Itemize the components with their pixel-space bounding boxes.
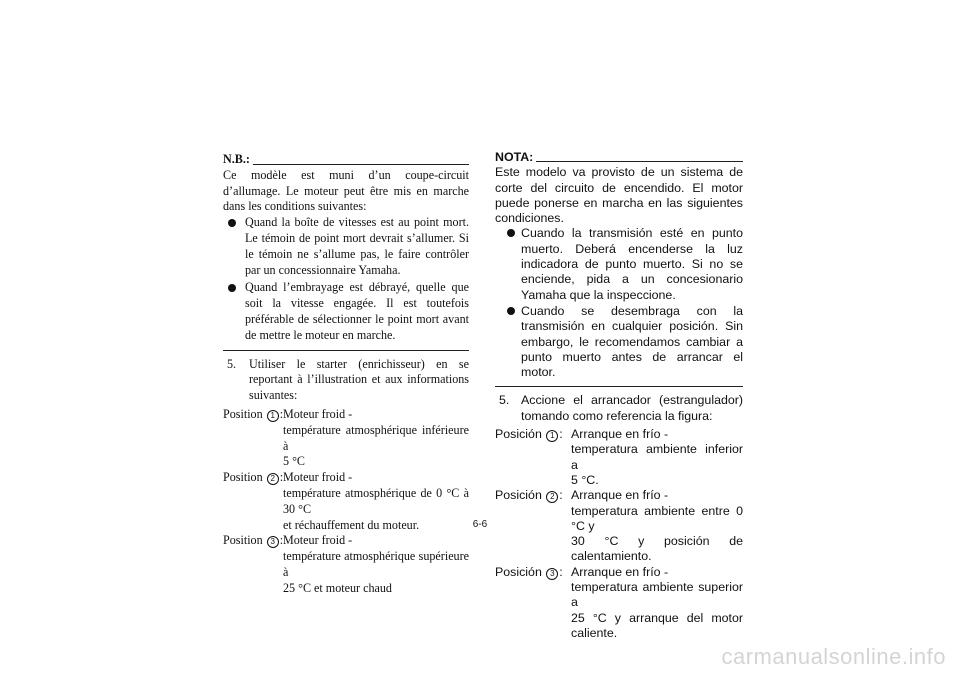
position-word: Position	[223, 470, 263, 485]
position-line: Moteur froid -	[283, 406, 353, 421]
position-line: Arranque en frío -	[571, 564, 669, 579]
position-3	[495, 565, 743, 641]
list-item	[223, 215, 469, 278]
circled-number-icon: 1	[267, 410, 279, 422]
position-description	[283, 533, 469, 596]
list-item-text: Quand la boîte de vitesses est au point mort. Le témoin de point mort devrait s’allumer. Si le témoin ne s’allume pas, le faire contrôler par un concessionnaire Yamaha.	[245, 215, 469, 277]
spanish-column	[495, 150, 743, 641]
position-word: Posición	[495, 488, 542, 503]
step-5	[495, 393, 743, 424]
position-label: Posición 1 :	[495, 427, 563, 442]
circled-number-icon: 3	[267, 536, 279, 548]
note-intro: Ce modèle est muni d’un coupe-circuit d’allumage. Le moteur peut être mis en marche dans les conditions suivantes:	[223, 167, 469, 214]
note-intro: Este modelo va provisto de un sistema de corte del circuito de encendido. El motor puede ponerse en marcha en las siguientes condiciones.	[495, 165, 743, 226]
position-1	[495, 427, 743, 488]
position-line: Arranque en frío -	[571, 488, 669, 503]
position-1	[223, 407, 469, 470]
position-label: Posición 2 :	[495, 488, 563, 503]
position-label: Position 3 :	[223, 533, 284, 548]
position-line: 25 °C y arranque del motor caliente.	[571, 610, 743, 640]
step-number: 5.	[227, 356, 237, 371]
position-description	[571, 427, 743, 488]
list-item-text: Cuando se desembraga con la transmisión en cualquier posición. Sin embargo, le recomendamos cambiar a punto muerto antes de arrancar el motor.	[521, 303, 743, 380]
list-item-text: Cuando la transmisión esté en punto muerto. Deberá encenderse la luz indicadora de punto muerto. Si no se enciende, pida a un concesionario Yamaha que la inspeccione.	[521, 226, 743, 302]
position-3	[223, 533, 469, 596]
position-word: Position	[223, 533, 263, 548]
position-line: 5 °C.	[571, 472, 599, 487]
position-line: Moteur froid -	[283, 470, 353, 485]
circled-number-icon: 2	[546, 491, 558, 503]
position-line: Moteur froid -	[283, 533, 353, 548]
position-label: Position 2 :	[223, 470, 284, 485]
position-line: temperatura ambiente entre 0 °C y	[571, 503, 743, 533]
note-end-rule	[223, 350, 469, 351]
position-line: et réchauffement du moteur.	[283, 517, 420, 532]
watermark: carmanualsonline.info	[721, 644, 946, 669]
step-5	[223, 357, 469, 404]
bullet-icon	[507, 307, 515, 315]
note-heading	[495, 150, 743, 165]
step-text: Utiliser le starter (enrichisseur) en se reportant à l’illustration et aux informations suivantes:	[249, 356, 469, 403]
position-line: température atmosphérique de 0 °C à 30 °C	[283, 485, 469, 516]
circled-number-icon: 3	[546, 568, 558, 580]
condition-list	[223, 215, 469, 343]
position-word: Position	[223, 406, 263, 421]
circled-number-icon: 2	[267, 473, 279, 485]
position-description	[571, 565, 743, 641]
list-item	[495, 304, 743, 380]
position-label: Posición 3 :	[495, 564, 563, 579]
bullet-icon	[228, 219, 236, 227]
note-label: N.B.:	[223, 152, 250, 166]
note-label: NOTA:	[495, 150, 534, 164]
circled-number-icon: 1	[546, 430, 558, 442]
list-item	[223, 280, 469, 343]
position-line: température atmosphérique supérieure à	[283, 549, 469, 579]
position-line: temperatura ambiente inferior a	[571, 442, 743, 472]
position-line: 5 °C	[283, 454, 305, 469]
step-text: Accione el arrancador (estrangulador) tomando como referencia la figura:	[521, 393, 743, 423]
list-item-text: Quand l’embrayage est débrayé, quelle que soit la vitesse engagée. Il est toutefois préférable de sélectionner le point mort avant de mettre le moteur en marche.	[245, 280, 469, 342]
position-word: Posición	[495, 564, 542, 579]
position-word: Posición	[495, 427, 542, 442]
condition-list	[495, 226, 743, 380]
position-line: 30 °C y posición de calentamiento.	[571, 534, 743, 564]
position-line: Arranque en frío -	[571, 427, 669, 442]
bullet-icon	[507, 229, 515, 237]
note-rule	[536, 161, 743, 162]
list-item	[495, 226, 743, 302]
position-line: température atmosphérique inférieure à	[283, 422, 469, 453]
position-line: 25 °C et moteur chaud	[283, 580, 392, 595]
position-description	[283, 407, 469, 470]
position-label: Position 1 :	[223, 406, 284, 421]
step-number: 5.	[499, 393, 510, 408]
bullet-icon	[228, 284, 236, 292]
page-number: 6-6	[472, 519, 488, 530]
note-heading	[223, 152, 469, 168]
note-rule	[253, 164, 469, 165]
position-line: temperatura ambiente superior a	[571, 580, 743, 610]
note-end-rule	[495, 386, 743, 387]
